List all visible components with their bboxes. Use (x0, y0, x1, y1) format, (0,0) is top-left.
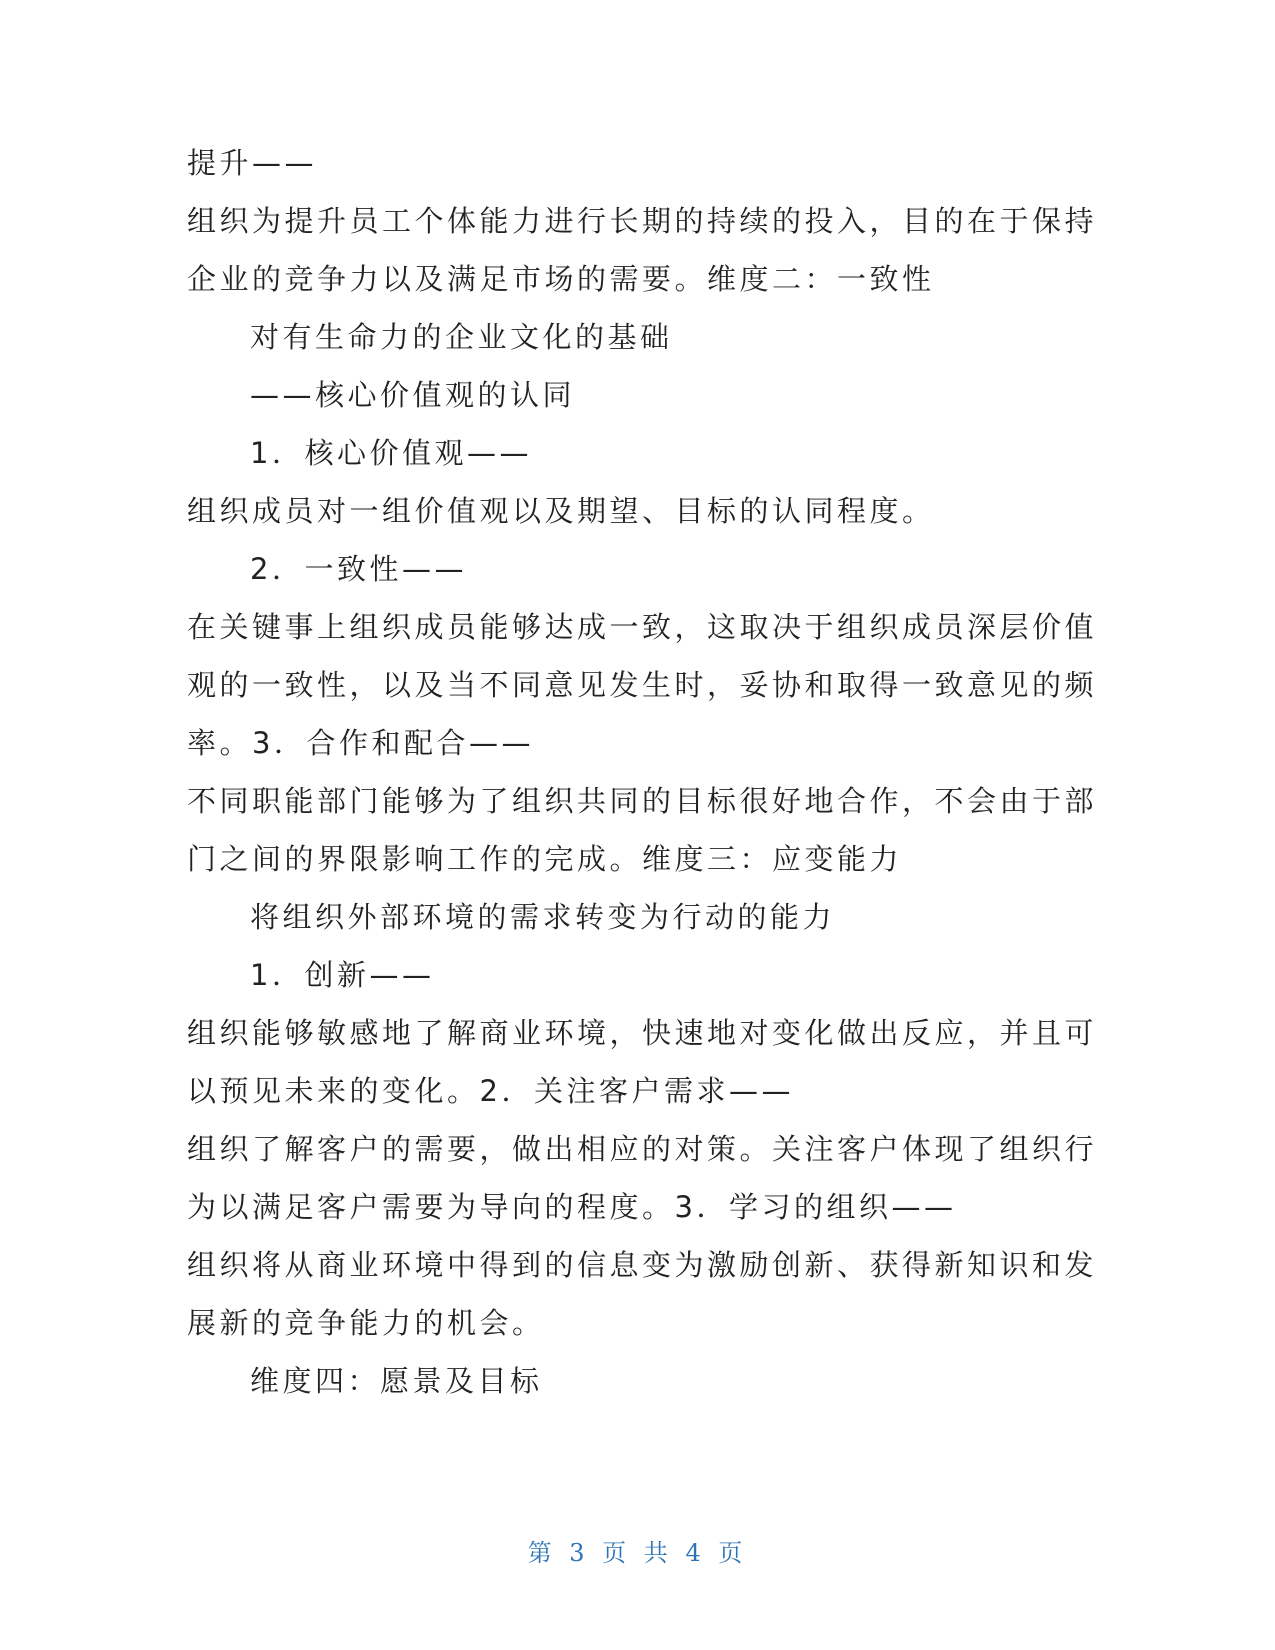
text-line: 提升—— (187, 146, 318, 180)
text-line: 以预见未来的变化。2．关注客户需求—— (187, 1074, 794, 1108)
text-line: 展新的竞争能力的机会。 (187, 1306, 545, 1340)
text-line: 组织能够敏感地了解商业环境，快速地对变化做出反应，并且可 (187, 1016, 1098, 1050)
text-line: 组织为提升员工个体能力进行长期的持续的投入，目的在于保持 (187, 204, 1098, 238)
text-line: 企业的竞争力以及满足市场的需要。维度二：一致性 (187, 262, 935, 296)
text-line: 组织将从商业环境中得到的信息变为激励创新、获得新知识和发 (187, 1248, 1098, 1282)
page-number-footer: 第 3 页 共 4 页 (527, 1539, 748, 1567)
text-line: 不同职能部门能够为了组织共同的目标很好地合作，不会由于部 (187, 784, 1098, 818)
text-line: 门之间的界限影响工作的完成。维度三：应变能力 (187, 842, 903, 876)
text-line: 对有生命力的企业文化的基础 (250, 320, 673, 354)
section-heading: 维度四：愿景及目标 (250, 1364, 543, 1398)
text-line: ——核心价值观的认同 (250, 378, 576, 412)
text-line: 率。3．合作和配合—— (187, 726, 534, 760)
text-line: 组织成员对一组价值观以及期望、目标的认同程度。 (187, 494, 935, 528)
text-line: 将组织外部环境的需求转变为行动的能力 (250, 900, 836, 934)
text-line: 在关键事上组织成员能够达成一致，这取决于组织成员深层价值 (187, 610, 1098, 644)
text-line: 观的一致性，以及当不同意见发生时，妥协和取得一致意见的频 (187, 668, 1098, 702)
list-item-heading: 2．一致性—— (250, 552, 467, 586)
text-line: 组织了解客户的需要，做出相应的对策。关注客户体现了组织行 (187, 1132, 1098, 1166)
text-line: 为以满足客户需要为导向的程度。3．学习的组织—— (187, 1190, 957, 1224)
list-item-heading: 1．核心价值观—— (250, 436, 532, 470)
list-item-heading: 1．创新—— (250, 958, 435, 992)
